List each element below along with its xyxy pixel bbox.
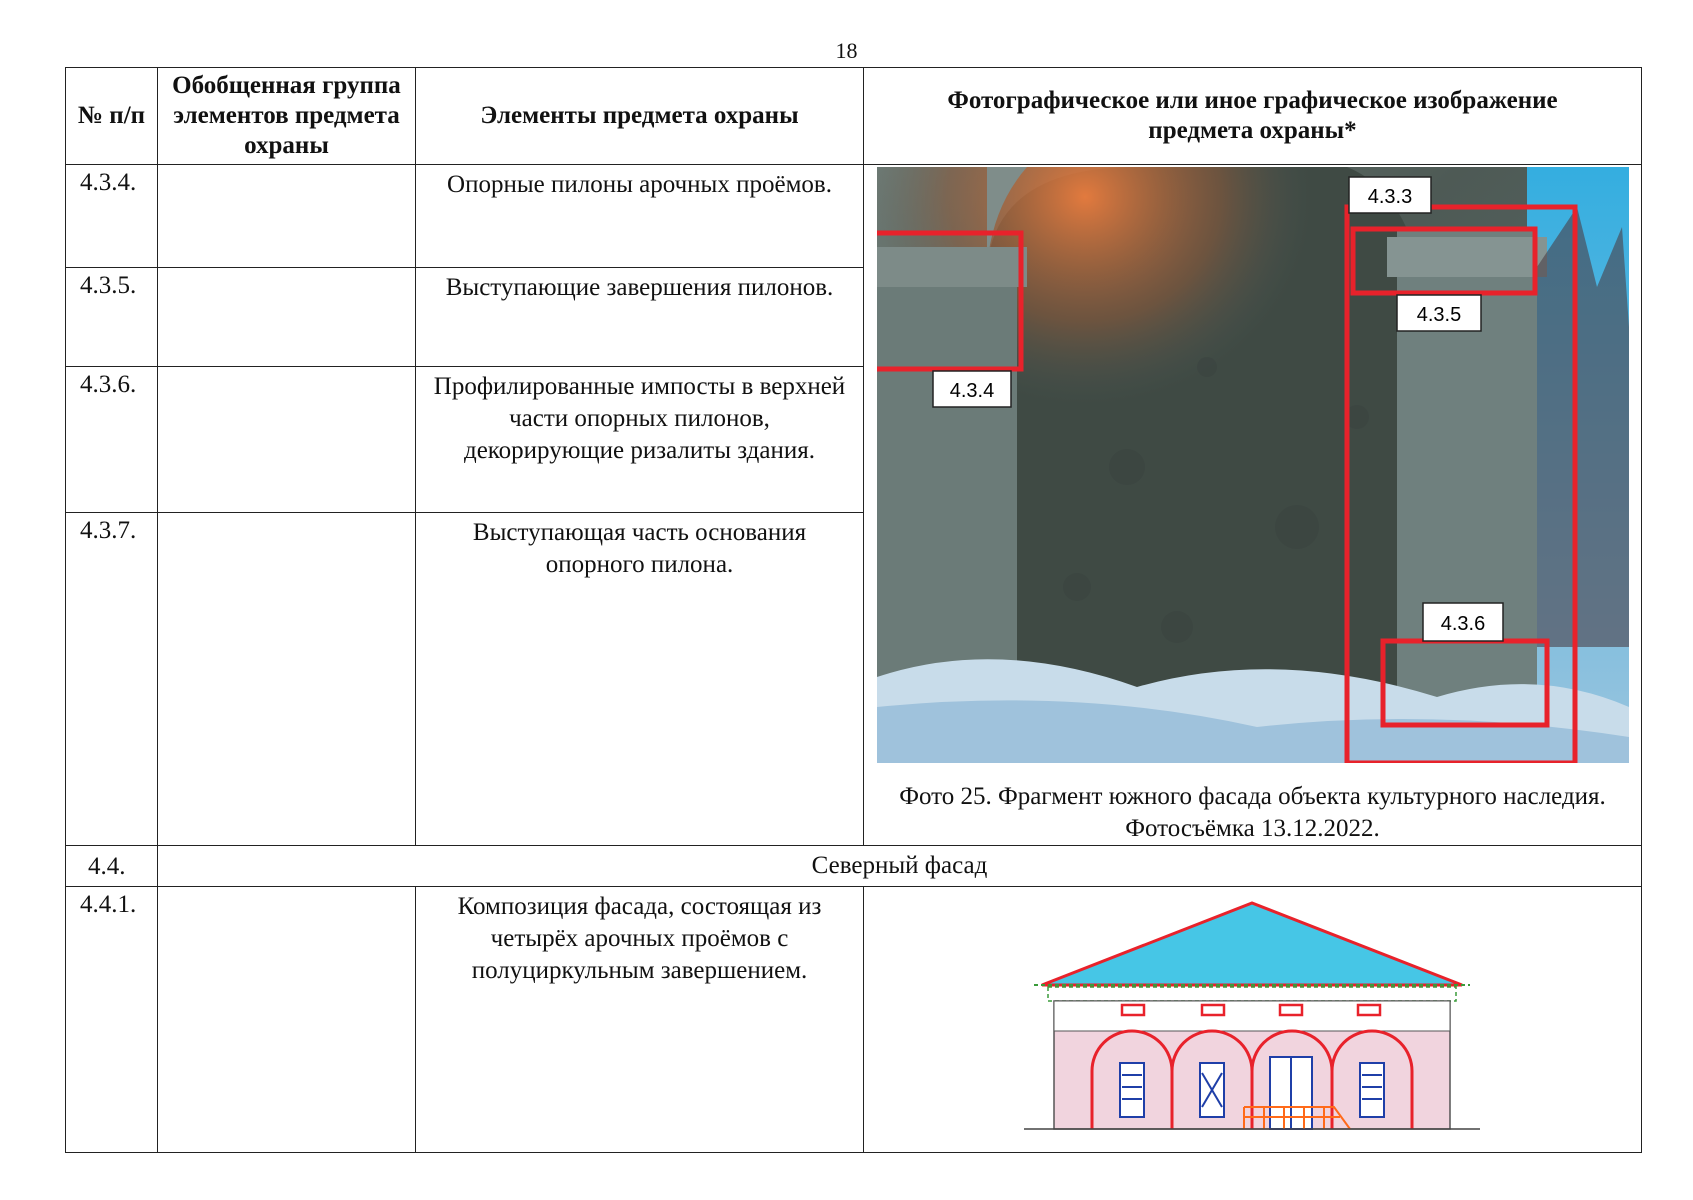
page-number: 18 [835, 38, 858, 63]
photo-cell [864, 165, 1642, 846]
row-elements: Композиция фасада, состоящая из четырёх арочных проёмов с полуциркульным завершением. [416, 887, 864, 1153]
table-row [66, 165, 1642, 268]
row-elements: Выступающие завершения пилонов. [416, 268, 864, 367]
row-num: 4.4.1. [66, 887, 158, 1153]
row-num: 4.3.4. [66, 165, 158, 268]
north-facade-drawing [864, 887, 1640, 1143]
photo-caption: Фото 25. Фрагмент южного фасада объекта культурного наследия. Фотосъёмка 13.12.2022. [899, 783, 1606, 842]
row-group [158, 887, 416, 1153]
header-group: Обобщенная группа элементов предмета охраны [158, 68, 416, 165]
row-group [158, 268, 416, 367]
facade-photo [877, 167, 1629, 763]
header-num: № п/п [66, 68, 158, 165]
south-facade-photo [877, 167, 1629, 763]
row-num: 4.3.7. [66, 512, 158, 845]
row-group [158, 367, 416, 512]
drawing-cell [864, 887, 1642, 1153]
row-elements: Профилированные импосты в верхней части опорных пилонов, декорирующие ризалиты здания. [416, 367, 864, 512]
label-434: 4.3.4 [949, 380, 994, 402]
row-elements: Опорные пилоны арочных проёмов. [416, 165, 864, 268]
row-group [158, 512, 416, 845]
protection-table [65, 67, 1642, 1153]
row-num: 4.3.6. [66, 367, 158, 512]
row-elements: Выступающая часть основания опорного пилона. [416, 512, 864, 845]
label-435: 4.3.5 [1416, 304, 1461, 326]
header-elements: Элементы предмета охраны [416, 68, 864, 165]
label-436: 4.3.6 [1440, 613, 1485, 635]
section-row [66, 846, 1642, 887]
table-header [66, 68, 1642, 165]
header-image: Фотографическое или иное графическое изображение предмета охраны* [864, 68, 1642, 165]
table-row [66, 887, 1642, 1153]
row-num: 4.3.5. [66, 268, 158, 367]
label-433: 4.3.3 [1367, 186, 1412, 208]
section-title: Северный фасад [158, 846, 1642, 887]
row-group [158, 165, 416, 268]
section-num: 4.4. [66, 846, 158, 887]
